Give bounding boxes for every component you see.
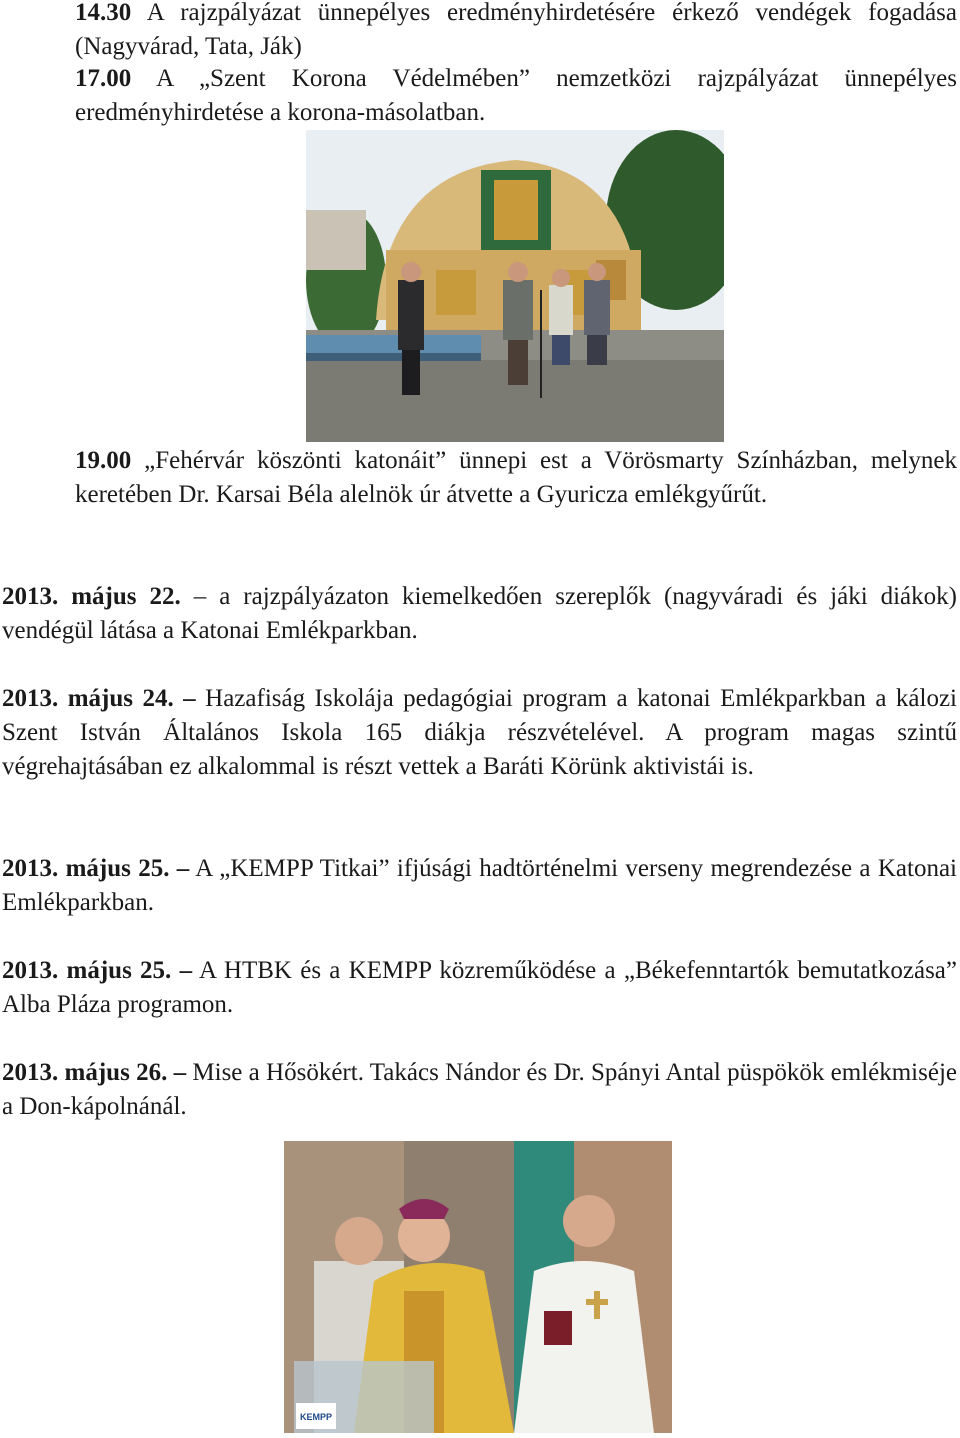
paragraph-text: A „KEMPP Titkai” ifjúsági hadtörténelmi verseny megrendezése a Katonai Emlékparkban.	[2, 855, 957, 916]
paragraph-17-00	[75, 62, 957, 130]
paragraph-text: Mise a Hősökért. Takács Nándor és Dr. Spányi Antal püspökök emlékmiséje a Don-kápolnánál.	[2, 1059, 957, 1120]
paragraph-may-24	[2, 682, 957, 784]
date-label: 2013. május 25. –	[2, 855, 190, 882]
date-label: 2013. május 26. –	[2, 1059, 187, 1086]
photo-crown-pavilion	[306, 130, 724, 442]
time-label: 17.00	[75, 65, 132, 92]
paragraph-may-25-kempp	[2, 852, 957, 920]
paragraph-text: „Fehérvár köszönti katonáit” ünnepi est a Vörösmarty Színházban, melynek keretében Dr. Karsai Béla alelnök úr átvette a Gyuricza emlékgyűrűt.	[75, 447, 957, 508]
photo-mass	[284, 1141, 672, 1433]
date-label: 2013. május 24. –	[2, 685, 196, 712]
date-label: 2013. május 25. –	[2, 957, 193, 984]
paragraph-text: – a rajzpályázaton kiemelkedően szereplők (nagyváradi és jáki diákok) vendégül látása a Katonai Emlékparkban.	[2, 583, 957, 644]
time-label: 19.00	[75, 447, 132, 474]
paragraph-text: A „Szent Korona Védelmében” nemzetközi rajzpályázat ünnepélyes eredményhirdetése a korona-másolatban.	[75, 65, 957, 126]
paragraph-text: Hazafiság Iskolája pedagógiai program a katonai Emlékparkban a kálozi Szent István Általános Iskola 165 diákja részvételével. A program magas szintű végrehajtásában ez alkalommal is részt vettek a Baráti Körünk aktivistái is.	[2, 685, 957, 780]
time-label: 14.30	[75, 0, 132, 26]
paragraph-may-25-htbk	[2, 954, 957, 1022]
paragraph-19-00	[75, 444, 957, 512]
kempp-banner-text: KEMPP	[300, 1412, 333, 1422]
date-label: 2013. május 22.	[2, 583, 181, 610]
paragraph-may-22	[2, 580, 957, 648]
paragraph-may-26	[2, 1056, 957, 1124]
paragraph-text: A rajzpályázat ünnepélyes eredményhirdetésére érkező vendégek fogadása (Nagyvárad, Tata, Ják)	[75, 0, 957, 60]
paragraph-14-30	[75, 0, 957, 64]
paragraph-text: A HTBK és a KEMPP közreműködése a „Békefenntartók bemutatkozása” Alba Pláza programon.	[2, 957, 957, 1018]
